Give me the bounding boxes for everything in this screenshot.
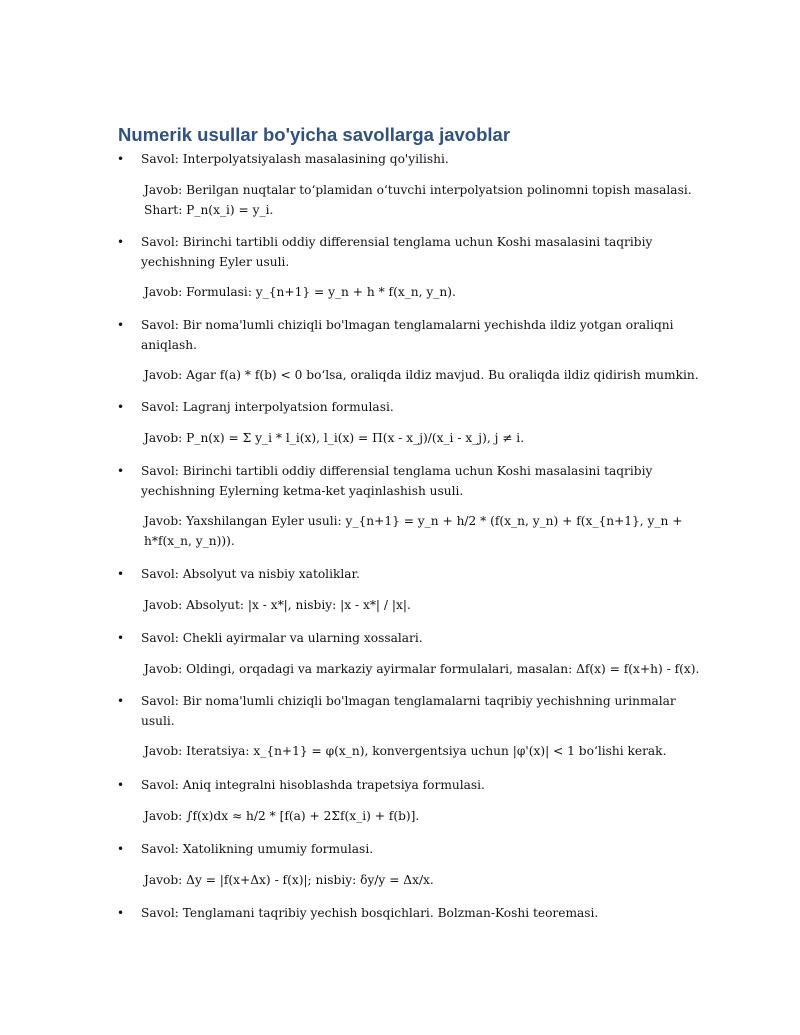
question-line: Savol: Bir noma'lumli chiziqli bo'lmagan tenglamalarni taqribiy yechishning urinmalar: [141, 694, 676, 708]
document-title: Numerik usullar bo'yicha savollarga javoblar: [118, 124, 511, 145]
answer-line: Javob: Yaxshilangan Eyler usuli: y_{n+1} = y_n + h/2 * (f(x_n, y_n) + f(x_{n+1}, y_n +: [144, 514, 683, 528]
question-line: Savol: Absolyut va nisbiy xatoliklar.: [141, 567, 360, 581]
answer-text: [144, 596, 411, 616]
answer-text: [144, 181, 692, 220]
question-text: [141, 316, 674, 355]
question-line: Savol: Chekli ayirmalar va ularning xossalari.: [141, 631, 423, 645]
bullet-icon: •: [117, 400, 125, 414]
question-text: [141, 462, 652, 501]
bullet-icon: •: [117, 318, 125, 332]
bullet-icon: •: [117, 631, 125, 645]
answer-line: Javob: Formulasi: y_{n+1} = y_n + h * f(x_n, y_n).: [144, 285, 456, 299]
bullet-icon: •: [117, 152, 125, 166]
bullet-icon: •: [117, 842, 125, 856]
bullet-icon: •: [117, 906, 125, 920]
answer-text: [144, 807, 419, 827]
answer-line: Shart: P_n(x_i) = y_i.: [144, 202, 274, 217]
answer-line: Javob: Δy = |f(x+Δx) - f(x)|; nisbiy: δy/y = Δx/x.: [144, 873, 434, 887]
question-line: yechishning Eyler usuli.: [141, 254, 290, 269]
question-text: [141, 398, 394, 418]
answer-text: [144, 871, 434, 891]
question-line: Savol: Aniq integralni hisoblashda trapetsiya formulasi.: [141, 778, 485, 792]
answer-line: Javob: Oldingi, orqadagi va markaziy ayirmalar formulalari, masalan: Δf(x) = f(x+h) - f(x).: [144, 662, 700, 676]
question-text: [141, 904, 598, 924]
bullet-icon: •: [117, 567, 125, 581]
question-line: Savol: Tenglamani taqribiy yechish bosqichlari. Bolzman-Koshi teoremasi.: [141, 906, 599, 920]
answer-line: Javob: ∫f(x)dx ≈ h/2 * [f(a) + 2Σf(x_i) + f(b)].: [144, 809, 420, 823]
question-line: Savol: Xatolikning umumiy formulasi.: [141, 842, 374, 856]
question-text: [141, 565, 360, 585]
answer-line: Javob: Agar f(a) * f(b) < 0 bo‘lsa, oraliqda ildiz mavjud. Bu oraliqda ildiz qidirish mumkin.: [144, 368, 699, 382]
answer-line: Javob: Absolyut: |x - x*|, nisbiy: |x - x*| / |x|.: [144, 598, 411, 612]
question-line: Savol: Interpolyatsiyalash masalasining qo'yilishi.: [141, 152, 449, 166]
answer-line: Javob: Iteratsiya: x_{n+1} = φ(x_n), konvergentsiya uchun |φ'(x)| < 1 bo‘lishi kerak.: [144, 744, 667, 758]
answer-line: Javob: Berilgan nuqtalar to‘plamidan o‘tuvchi interpolyatsion polinomni topish masalasi.: [144, 183, 692, 197]
question-text: [141, 692, 676, 731]
answer-text: [144, 742, 666, 762]
question-line: Savol: Birinchi tartibli oddiy differensial tenglama uchun Koshi masalasini taqribiy: [141, 464, 653, 478]
answer-text: [144, 660, 699, 680]
answer-text: [144, 512, 682, 551]
answer-line: h*f(x_n, y_n))).: [144, 533, 235, 548]
question-line: Savol: Birinchi tartibli oddiy differensial tenglama uchun Koshi masalasini taqribiy: [141, 235, 653, 249]
bullet-icon: •: [117, 235, 125, 249]
question-line: usuli.: [141, 713, 175, 728]
bullet-icon: •: [117, 778, 125, 792]
bullet-icon: •: [117, 464, 125, 478]
bullet-icon: •: [117, 694, 125, 708]
question-text: [141, 233, 652, 272]
answer-line: Javob: P_n(x) = Σ y_i * l_i(x), l_i(x) = Π(x - x_j)/(x_i - x_j), j ≠ i.: [144, 431, 525, 445]
question-text: [141, 776, 485, 796]
answer-text: [144, 366, 699, 386]
question-text: [141, 150, 449, 170]
question-text: [141, 840, 373, 860]
question-line: Savol: Lagranj interpolyatsion formulasi.: [141, 400, 394, 414]
answer-text: [144, 283, 456, 303]
answer-text: [144, 429, 524, 449]
question-line: Savol: Bir noma'lumli chiziqli bo'lmagan tenglamalarni yechishda ildiz yotgan oraliqni: [141, 318, 674, 332]
question-line: aniqlash.: [141, 337, 197, 352]
question-line: yechishning Eylerning ketma-ket yaqinlashish usuli.: [141, 483, 464, 498]
question-text: [141, 629, 423, 649]
